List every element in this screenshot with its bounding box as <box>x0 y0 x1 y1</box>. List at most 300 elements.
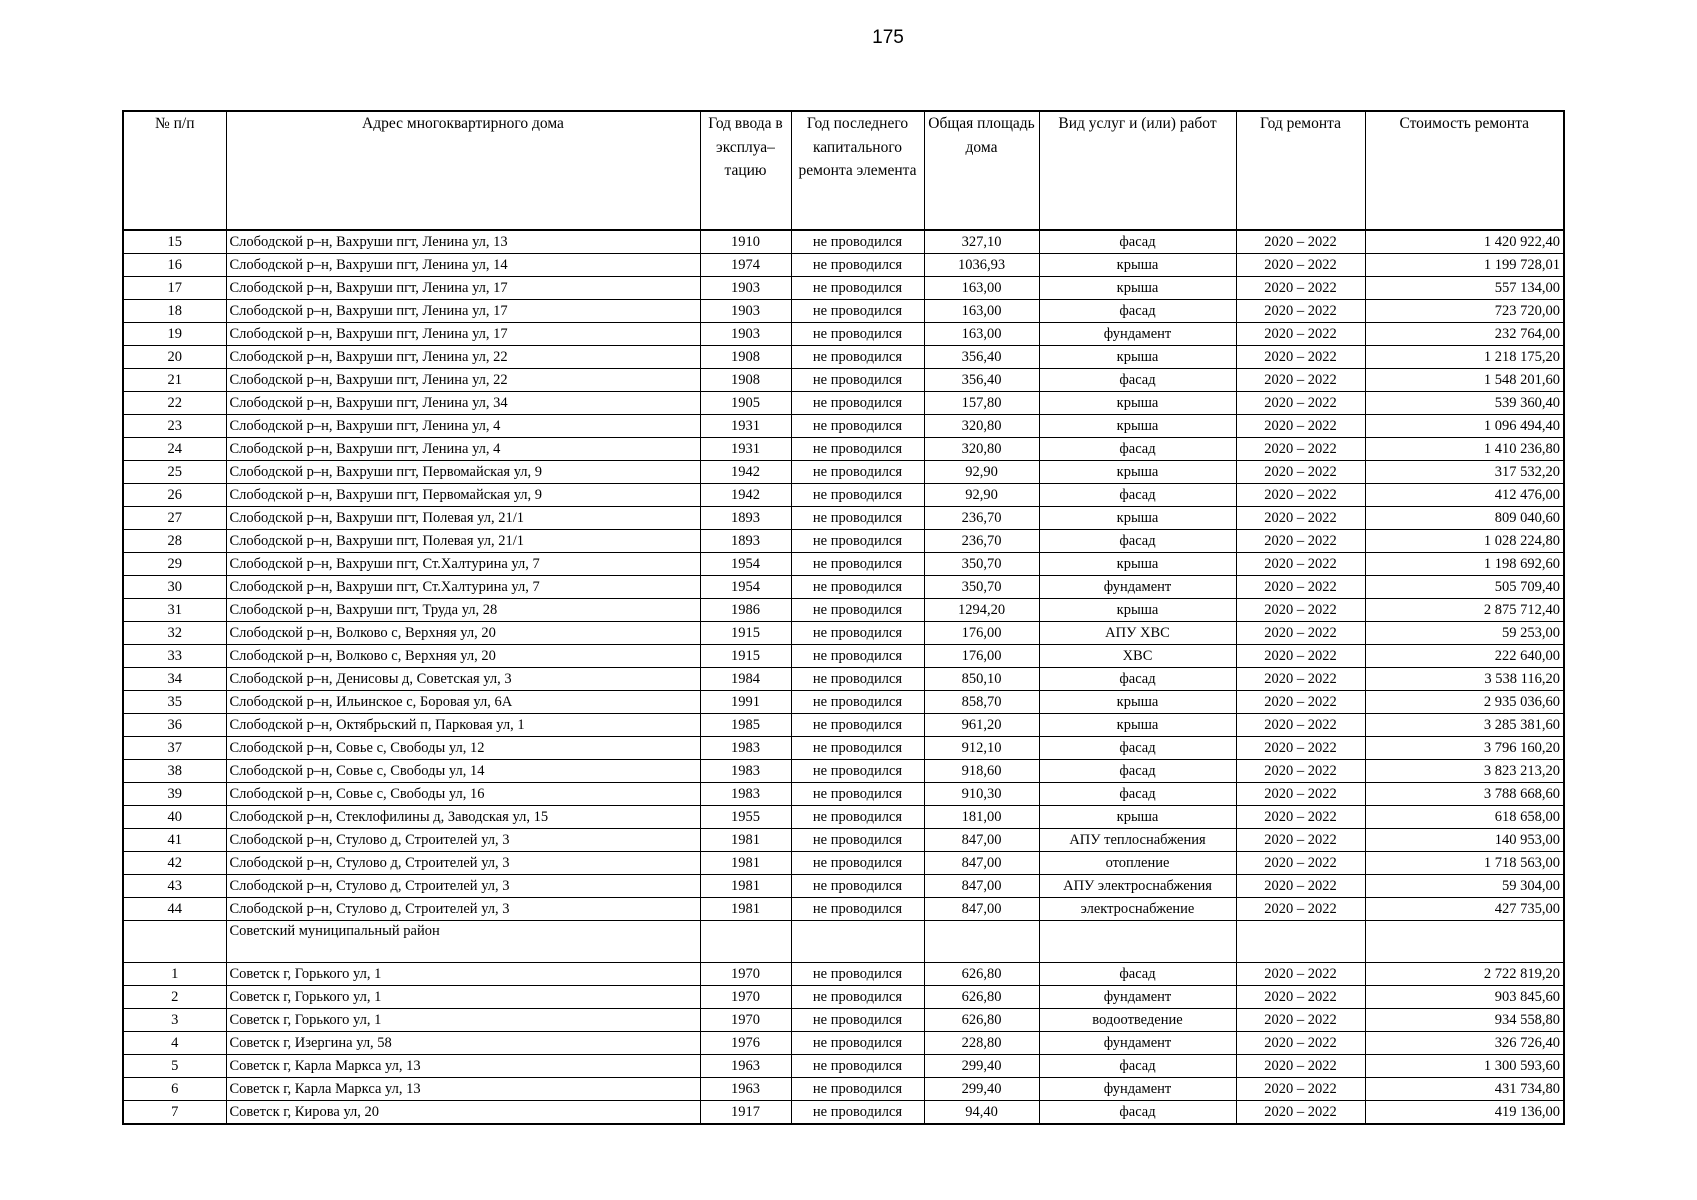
cell-repair-years: 2020 – 2022 <box>1236 714 1365 737</box>
cell-work-type: фасад <box>1039 369 1236 392</box>
cell-address: Советск г, Горького ул, 1 <box>226 963 700 986</box>
cell-repair-years: 2020 – 2022 <box>1236 415 1365 438</box>
table-row <box>123 553 1564 576</box>
cell-address: Слободской р–н, Вахруши пгт, Полевая ул, 21/1 <box>226 507 700 530</box>
cell-last-repair: не проводился <box>791 829 924 852</box>
cell-area: 850,10 <box>924 668 1039 691</box>
cell-number: 38 <box>123 760 226 783</box>
cell-area: 157,80 <box>924 392 1039 415</box>
cell-cost: 1 096 494,40 <box>1365 415 1564 438</box>
cell-cost: 557 134,00 <box>1365 277 1564 300</box>
cell-repair-years: 2020 – 2022 <box>1236 277 1365 300</box>
cell-address: Слободской р–н, Вахруши пгт, Ленина ул, 4 <box>226 415 700 438</box>
cell-last-repair: не проводился <box>791 254 924 277</box>
cell-number: 15 <box>123 230 226 254</box>
cell-year-built: 1915 <box>700 622 791 645</box>
cell-address: Слободской р–н, Вахруши пгт, Ленина ул, 4 <box>226 438 700 461</box>
cell-last-repair: не проводился <box>791 1032 924 1055</box>
cell-repair-years: 2020 – 2022 <box>1236 507 1365 530</box>
cell-area: 163,00 <box>924 323 1039 346</box>
cell-year-built: 1970 <box>700 1009 791 1032</box>
cell-last-repair: не проводился <box>791 392 924 415</box>
cell-year-built: 1976 <box>700 1032 791 1055</box>
cell-work-type: фасад <box>1039 668 1236 691</box>
cell-year-built: 1908 <box>700 369 791 392</box>
cell-area: 626,80 <box>924 963 1039 986</box>
cell-last-repair: не проводился <box>791 415 924 438</box>
cell-number: 37 <box>123 737 226 760</box>
section-empty-cell <box>924 921 1039 963</box>
cell-number: 23 <box>123 415 226 438</box>
cell-area: 92,90 <box>924 484 1039 507</box>
cell-work-type: крыша <box>1039 507 1236 530</box>
cell-work-type: фасад <box>1039 783 1236 806</box>
cell-area: 847,00 <box>924 898 1039 921</box>
table-row <box>123 1032 1564 1055</box>
cell-cost: 1 218 175,20 <box>1365 346 1564 369</box>
cell-repair-years: 2020 – 2022 <box>1236 553 1365 576</box>
cell-cost: 431 734,80 <box>1365 1078 1564 1101</box>
table-row <box>123 645 1564 668</box>
cell-number: 1 <box>123 963 226 986</box>
cell-number: 29 <box>123 553 226 576</box>
cell-last-repair: не проводился <box>791 737 924 760</box>
cell-year-built: 1903 <box>700 300 791 323</box>
cell-year-built: 1903 <box>700 323 791 346</box>
cell-cost: 326 726,40 <box>1365 1032 1564 1055</box>
cell-last-repair: не проводился <box>791 1078 924 1101</box>
cell-area: 847,00 <box>924 852 1039 875</box>
cell-last-repair: не проводился <box>791 986 924 1009</box>
cell-cost: 3 788 668,60 <box>1365 783 1564 806</box>
cell-work-type: крыша <box>1039 806 1236 829</box>
cell-cost: 1 718 563,00 <box>1365 852 1564 875</box>
cell-cost: 2 722 819,20 <box>1365 963 1564 986</box>
cell-number: 3 <box>123 1009 226 1032</box>
cell-last-repair: не проводился <box>791 806 924 829</box>
cell-repair-years: 2020 – 2022 <box>1236 461 1365 484</box>
cell-cost: 419 136,00 <box>1365 1101 1564 1125</box>
cell-area: 236,70 <box>924 507 1039 530</box>
cell-area: 236,70 <box>924 530 1039 553</box>
cell-address: Слободской р–н, Стулово д, Строителей ул, 3 <box>226 829 700 852</box>
cell-repair-years: 2020 – 2022 <box>1236 963 1365 986</box>
cell-cost: 412 476,00 <box>1365 484 1564 507</box>
cell-year-built: 1983 <box>700 783 791 806</box>
cell-number: 7 <box>123 1101 226 1125</box>
cell-repair-years: 2020 – 2022 <box>1236 668 1365 691</box>
cell-number: 20 <box>123 346 226 369</box>
section-empty-cell <box>123 921 226 963</box>
table-row <box>123 1009 1564 1032</box>
cell-address: Слободской р–н, Вахруши пгт, Ленина ул, 22 <box>226 369 700 392</box>
cell-area: 910,30 <box>924 783 1039 806</box>
cell-year-built: 1942 <box>700 484 791 507</box>
cell-area: 858,70 <box>924 691 1039 714</box>
cell-work-type: АПУ ХВС <box>1039 622 1236 645</box>
col-header-work-type: Вид услуг и (или) работ <box>1039 111 1236 230</box>
cell-year-built: 1915 <box>700 645 791 668</box>
cell-cost: 3 823 213,20 <box>1365 760 1564 783</box>
cell-address: Слободской р–н, Вахруши пгт, Ленина ул, 13 <box>226 230 700 254</box>
cell-cost: 934 558,80 <box>1365 1009 1564 1032</box>
table-row <box>123 622 1564 645</box>
table-row <box>123 369 1564 392</box>
cell-number: 4 <box>123 1032 226 1055</box>
table-row <box>123 300 1564 323</box>
cell-number: 39 <box>123 783 226 806</box>
cell-repair-years: 2020 – 2022 <box>1236 599 1365 622</box>
cell-work-type: фасад <box>1039 963 1236 986</box>
cell-number: 18 <box>123 300 226 323</box>
cell-area: 356,40 <box>924 369 1039 392</box>
cell-address: Слободской р–н, Вахруши пгт, Ст.Халтурина ул, 7 <box>226 553 700 576</box>
cell-address: Слободской р–н, Ильинское с, Боровая ул, 6А <box>226 691 700 714</box>
cell-last-repair: не проводился <box>791 622 924 645</box>
cell-area: 163,00 <box>924 277 1039 300</box>
table-body <box>123 230 1564 1124</box>
cell-address: Слободской р–н, Вахруши пгт, Ленина ул, 17 <box>226 300 700 323</box>
cell-year-built: 1991 <box>700 691 791 714</box>
cell-cost: 427 735,00 <box>1365 898 1564 921</box>
cell-area: 320,80 <box>924 415 1039 438</box>
cell-work-type: крыша <box>1039 392 1236 415</box>
cell-area: 299,40 <box>924 1078 1039 1101</box>
cell-number: 40 <box>123 806 226 829</box>
cell-number: 43 <box>123 875 226 898</box>
cell-work-type: крыша <box>1039 415 1236 438</box>
cell-number: 31 <box>123 599 226 622</box>
cell-work-type: электроснабжение <box>1039 898 1236 921</box>
cell-last-repair: не проводился <box>791 783 924 806</box>
cell-number: 27 <box>123 507 226 530</box>
cell-repair-years: 2020 – 2022 <box>1236 392 1365 415</box>
cell-last-repair: не проводился <box>791 576 924 599</box>
cell-work-type: крыша <box>1039 599 1236 622</box>
table-row <box>123 783 1564 806</box>
cell-work-type: фундамент <box>1039 1078 1236 1101</box>
table-row <box>123 599 1564 622</box>
cell-last-repair: не проводился <box>791 277 924 300</box>
cell-address: Слободской р–н, Вахруши пгт, Ленина ул, 34 <box>226 392 700 415</box>
cell-area: 356,40 <box>924 346 1039 369</box>
cell-address: Слободской р–н, Стеклофилины д, Заводская ул, 15 <box>226 806 700 829</box>
cell-cost: 222 640,00 <box>1365 645 1564 668</box>
cell-work-type: крыша <box>1039 691 1236 714</box>
cell-cost: 539 360,40 <box>1365 392 1564 415</box>
table-row <box>123 484 1564 507</box>
cell-area: 918,60 <box>924 760 1039 783</box>
table-row <box>123 323 1564 346</box>
section-row <box>123 921 1564 963</box>
table-row <box>123 986 1564 1009</box>
cell-area: 327,10 <box>924 230 1039 254</box>
cell-cost: 140 953,00 <box>1365 829 1564 852</box>
cell-address: Советск г, Изергина ул, 58 <box>226 1032 700 1055</box>
cell-year-built: 1954 <box>700 576 791 599</box>
cell-last-repair: не проводился <box>791 346 924 369</box>
cell-address: Слободской р–н, Волково с, Верхняя ул, 20 <box>226 645 700 668</box>
cell-work-type: отопление <box>1039 852 1236 875</box>
cell-work-type: фасад <box>1039 484 1236 507</box>
repair-table <box>122 110 1565 1125</box>
cell-year-built: 1985 <box>700 714 791 737</box>
cell-last-repair: не проводился <box>791 668 924 691</box>
cell-work-type: фундамент <box>1039 986 1236 1009</box>
cell-repair-years: 2020 – 2022 <box>1236 622 1365 645</box>
cell-address: Слободской р–н, Вахруши пгт, Первомайская ул, 9 <box>226 461 700 484</box>
cell-year-built: 1983 <box>700 737 791 760</box>
cell-address: Слободской р–н, Вахруши пгт, Полевая ул, 21/1 <box>226 530 700 553</box>
cell-repair-years: 2020 – 2022 <box>1236 829 1365 852</box>
cell-last-repair: не проводился <box>791 963 924 986</box>
cell-work-type: фасад <box>1039 438 1236 461</box>
table-row <box>123 898 1564 921</box>
cell-repair-years: 2020 – 2022 <box>1236 737 1365 760</box>
cell-last-repair: не проводился <box>791 1009 924 1032</box>
cell-repair-years: 2020 – 2022 <box>1236 576 1365 599</box>
cell-address: Слободской р–н, Совье с, Свободы ул, 16 <box>226 783 700 806</box>
col-header-repair-years: Год ремонта <box>1236 111 1365 230</box>
cell-area: 92,90 <box>924 461 1039 484</box>
cell-number: 32 <box>123 622 226 645</box>
cell-last-repair: не проводился <box>791 875 924 898</box>
table-row <box>123 668 1564 691</box>
cell-work-type: ХВС <box>1039 645 1236 668</box>
cell-repair-years: 2020 – 2022 <box>1236 783 1365 806</box>
cell-last-repair: не проводился <box>791 898 924 921</box>
cell-cost: 232 764,00 <box>1365 323 1564 346</box>
cell-repair-years: 2020 – 2022 <box>1236 300 1365 323</box>
cell-area: 1036,93 <box>924 254 1039 277</box>
cell-area: 847,00 <box>924 875 1039 898</box>
cell-work-type: фасад <box>1039 1055 1236 1078</box>
cell-area: 912,10 <box>924 737 1039 760</box>
cell-work-type: фасад <box>1039 530 1236 553</box>
section-empty-cell <box>791 921 924 963</box>
cell-last-repair: не проводился <box>791 300 924 323</box>
page-number: 175 <box>872 27 904 48</box>
cell-address: Слободской р–н, Стулово д, Строителей ул, 3 <box>226 875 700 898</box>
cell-number: 42 <box>123 852 226 875</box>
cell-repair-years: 2020 – 2022 <box>1236 254 1365 277</box>
cell-work-type: АПУ электроснабжения <box>1039 875 1236 898</box>
cell-last-repair: не проводился <box>791 461 924 484</box>
cell-number: 44 <box>123 898 226 921</box>
cell-area: 350,70 <box>924 576 1039 599</box>
table-row <box>123 576 1564 599</box>
cell-cost: 1 198 692,60 <box>1365 553 1564 576</box>
cell-area: 176,00 <box>924 645 1039 668</box>
table-row <box>123 507 1564 530</box>
cell-area: 163,00 <box>924 300 1039 323</box>
cell-area: 320,80 <box>924 438 1039 461</box>
cell-year-built: 1893 <box>700 530 791 553</box>
cell-repair-years: 2020 – 2022 <box>1236 230 1365 254</box>
cell-cost: 59 253,00 <box>1365 622 1564 645</box>
cell-number: 35 <box>123 691 226 714</box>
cell-address: Слободской р–н, Стулово д, Строителей ул, 3 <box>226 852 700 875</box>
cell-year-built: 1910 <box>700 230 791 254</box>
cell-address: Слободской р–н, Вахруши пгт, Ст.Халтурина ул, 7 <box>226 576 700 599</box>
cell-address: Слободской р–н, Вахруши пгт, Ленина ул, 22 <box>226 346 700 369</box>
cell-address: Слободской р–н, Вахруши пгт, Первомайская ул, 9 <box>226 484 700 507</box>
cell-repair-years: 2020 – 2022 <box>1236 1009 1365 1032</box>
cell-address: Слободской р–н, Совье с, Свободы ул, 12 <box>226 737 700 760</box>
cell-address: Слободской р–н, Денисовы д, Советская ул, 3 <box>226 668 700 691</box>
cell-work-type: крыша <box>1039 553 1236 576</box>
cell-cost: 618 658,00 <box>1365 806 1564 829</box>
cell-repair-years: 2020 – 2022 <box>1236 875 1365 898</box>
cell-work-type: водоотведение <box>1039 1009 1236 1032</box>
table-row <box>123 852 1564 875</box>
section-empty-cell <box>700 921 791 963</box>
cell-cost: 1 199 728,01 <box>1365 254 1564 277</box>
table-row <box>123 1055 1564 1078</box>
cell-area: 847,00 <box>924 829 1039 852</box>
cell-year-built: 1986 <box>700 599 791 622</box>
cell-repair-years: 2020 – 2022 <box>1236 691 1365 714</box>
cell-last-repair: не проводился <box>791 230 924 254</box>
cell-year-built: 1981 <box>700 898 791 921</box>
cell-work-type: крыша <box>1039 277 1236 300</box>
cell-cost: 3 796 160,20 <box>1365 737 1564 760</box>
table-row <box>123 346 1564 369</box>
col-header-cost: Стоимость ремонта <box>1365 111 1564 230</box>
col-header-year-built: Год ввода в эксплуа–тацию <box>700 111 791 230</box>
cell-work-type: фасад <box>1039 737 1236 760</box>
table-row <box>123 963 1564 986</box>
cell-number: 19 <box>123 323 226 346</box>
cell-work-type: крыша <box>1039 461 1236 484</box>
cell-year-built: 1955 <box>700 806 791 829</box>
cell-last-repair: не проводился <box>791 553 924 576</box>
table-row <box>123 760 1564 783</box>
cell-year-built: 1983 <box>700 760 791 783</box>
col-header-last-repair: Год последнего капитального ремонта элемента <box>791 111 924 230</box>
cell-work-type: крыша <box>1039 714 1236 737</box>
cell-work-type: фасад <box>1039 300 1236 323</box>
cell-cost: 1 420 922,40 <box>1365 230 1564 254</box>
cell-work-type: фундамент <box>1039 1032 1236 1055</box>
cell-cost: 2 875 712,40 <box>1365 599 1564 622</box>
cell-last-repair: не проводился <box>791 714 924 737</box>
table-row <box>123 461 1564 484</box>
section-empty-cell <box>1236 921 1365 963</box>
cell-last-repair: не проводился <box>791 323 924 346</box>
cell-repair-years: 2020 – 2022 <box>1236 1101 1365 1125</box>
table-row <box>123 1101 1564 1125</box>
cell-address: Советск г, Горького ул, 1 <box>226 1009 700 1032</box>
cell-year-built: 1963 <box>700 1055 791 1078</box>
cell-year-built: 1942 <box>700 461 791 484</box>
cell-number: 21 <box>123 369 226 392</box>
cell-year-built: 1931 <box>700 438 791 461</box>
cell-cost: 505 709,40 <box>1365 576 1564 599</box>
cell-number: 26 <box>123 484 226 507</box>
cell-last-repair: не проводился <box>791 507 924 530</box>
cell-number: 28 <box>123 530 226 553</box>
cell-area: 228,80 <box>924 1032 1039 1055</box>
table-row <box>123 415 1564 438</box>
cell-address: Слободской р–н, Вахруши пгт, Труда ул, 28 <box>226 599 700 622</box>
section-title: Советский муниципальный район <box>226 921 700 963</box>
cell-last-repair: не проводился <box>791 1101 924 1125</box>
cell-year-built: 1981 <box>700 829 791 852</box>
cell-number: 25 <box>123 461 226 484</box>
table-row <box>123 254 1564 277</box>
header-row <box>123 111 1564 230</box>
cell-last-repair: не проводился <box>791 438 924 461</box>
cell-last-repair: не проводился <box>791 484 924 507</box>
cell-year-built: 1893 <box>700 507 791 530</box>
cell-repair-years: 2020 – 2022 <box>1236 1032 1365 1055</box>
table-row <box>123 691 1564 714</box>
cell-year-built: 1954 <box>700 553 791 576</box>
cell-year-built: 1981 <box>700 852 791 875</box>
cell-cost: 1 028 224,80 <box>1365 530 1564 553</box>
cell-cost: 1 410 236,80 <box>1365 438 1564 461</box>
cell-repair-years: 2020 – 2022 <box>1236 346 1365 369</box>
cell-area: 350,70 <box>924 553 1039 576</box>
cell-area: 299,40 <box>924 1055 1039 1078</box>
cell-year-built: 1931 <box>700 415 791 438</box>
table-header <box>123 111 1564 230</box>
cell-area: 94,40 <box>924 1101 1039 1125</box>
cell-repair-years: 2020 – 2022 <box>1236 484 1365 507</box>
cell-year-built: 1974 <box>700 254 791 277</box>
cell-repair-years: 2020 – 2022 <box>1236 806 1365 829</box>
cell-area: 626,80 <box>924 986 1039 1009</box>
table-row <box>123 438 1564 461</box>
cell-address: Советск г, Кирова ул, 20 <box>226 1101 700 1125</box>
cell-last-repair: не проводился <box>791 369 924 392</box>
cell-cost: 1 300 593,60 <box>1365 1055 1564 1078</box>
cell-last-repair: не проводился <box>791 691 924 714</box>
cell-address: Слободской р–н, Вахруши пгт, Ленина ул, 17 <box>226 323 700 346</box>
cell-area: 181,00 <box>924 806 1039 829</box>
cell-year-built: 1908 <box>700 346 791 369</box>
col-header-address: Адрес многоквартирного дома <box>226 111 700 230</box>
table-row <box>123 829 1564 852</box>
cell-repair-years: 2020 – 2022 <box>1236 1055 1365 1078</box>
col-header-area: Общая площадь дома <box>924 111 1039 230</box>
cell-cost: 903 845,60 <box>1365 986 1564 1009</box>
cell-last-repair: не проводился <box>791 1055 924 1078</box>
cell-work-type: фундамент <box>1039 323 1236 346</box>
cell-number: 16 <box>123 254 226 277</box>
table-row <box>123 737 1564 760</box>
cell-address: Слободской р–н, Вахруши пгт, Ленина ул, 14 <box>226 254 700 277</box>
cell-year-built: 1984 <box>700 668 791 691</box>
cell-number: 36 <box>123 714 226 737</box>
cell-number: 2 <box>123 986 226 1009</box>
col-header-number: № п/п <box>123 111 226 230</box>
cell-year-built: 1963 <box>700 1078 791 1101</box>
cell-repair-years: 2020 – 2022 <box>1236 645 1365 668</box>
cell-address: Слободской р–н, Октябрьский п, Парковая ул, 1 <box>226 714 700 737</box>
cell-year-built: 1970 <box>700 963 791 986</box>
table-row <box>123 806 1564 829</box>
table-row <box>123 392 1564 415</box>
cell-number: 5 <box>123 1055 226 1078</box>
cell-work-type: фундамент <box>1039 576 1236 599</box>
table-row <box>123 714 1564 737</box>
cell-address: Слободской р–н, Волково с, Верхняя ул, 20 <box>226 622 700 645</box>
cell-work-type: крыша <box>1039 254 1236 277</box>
table-row <box>123 230 1564 254</box>
cell-cost: 3 538 116,20 <box>1365 668 1564 691</box>
